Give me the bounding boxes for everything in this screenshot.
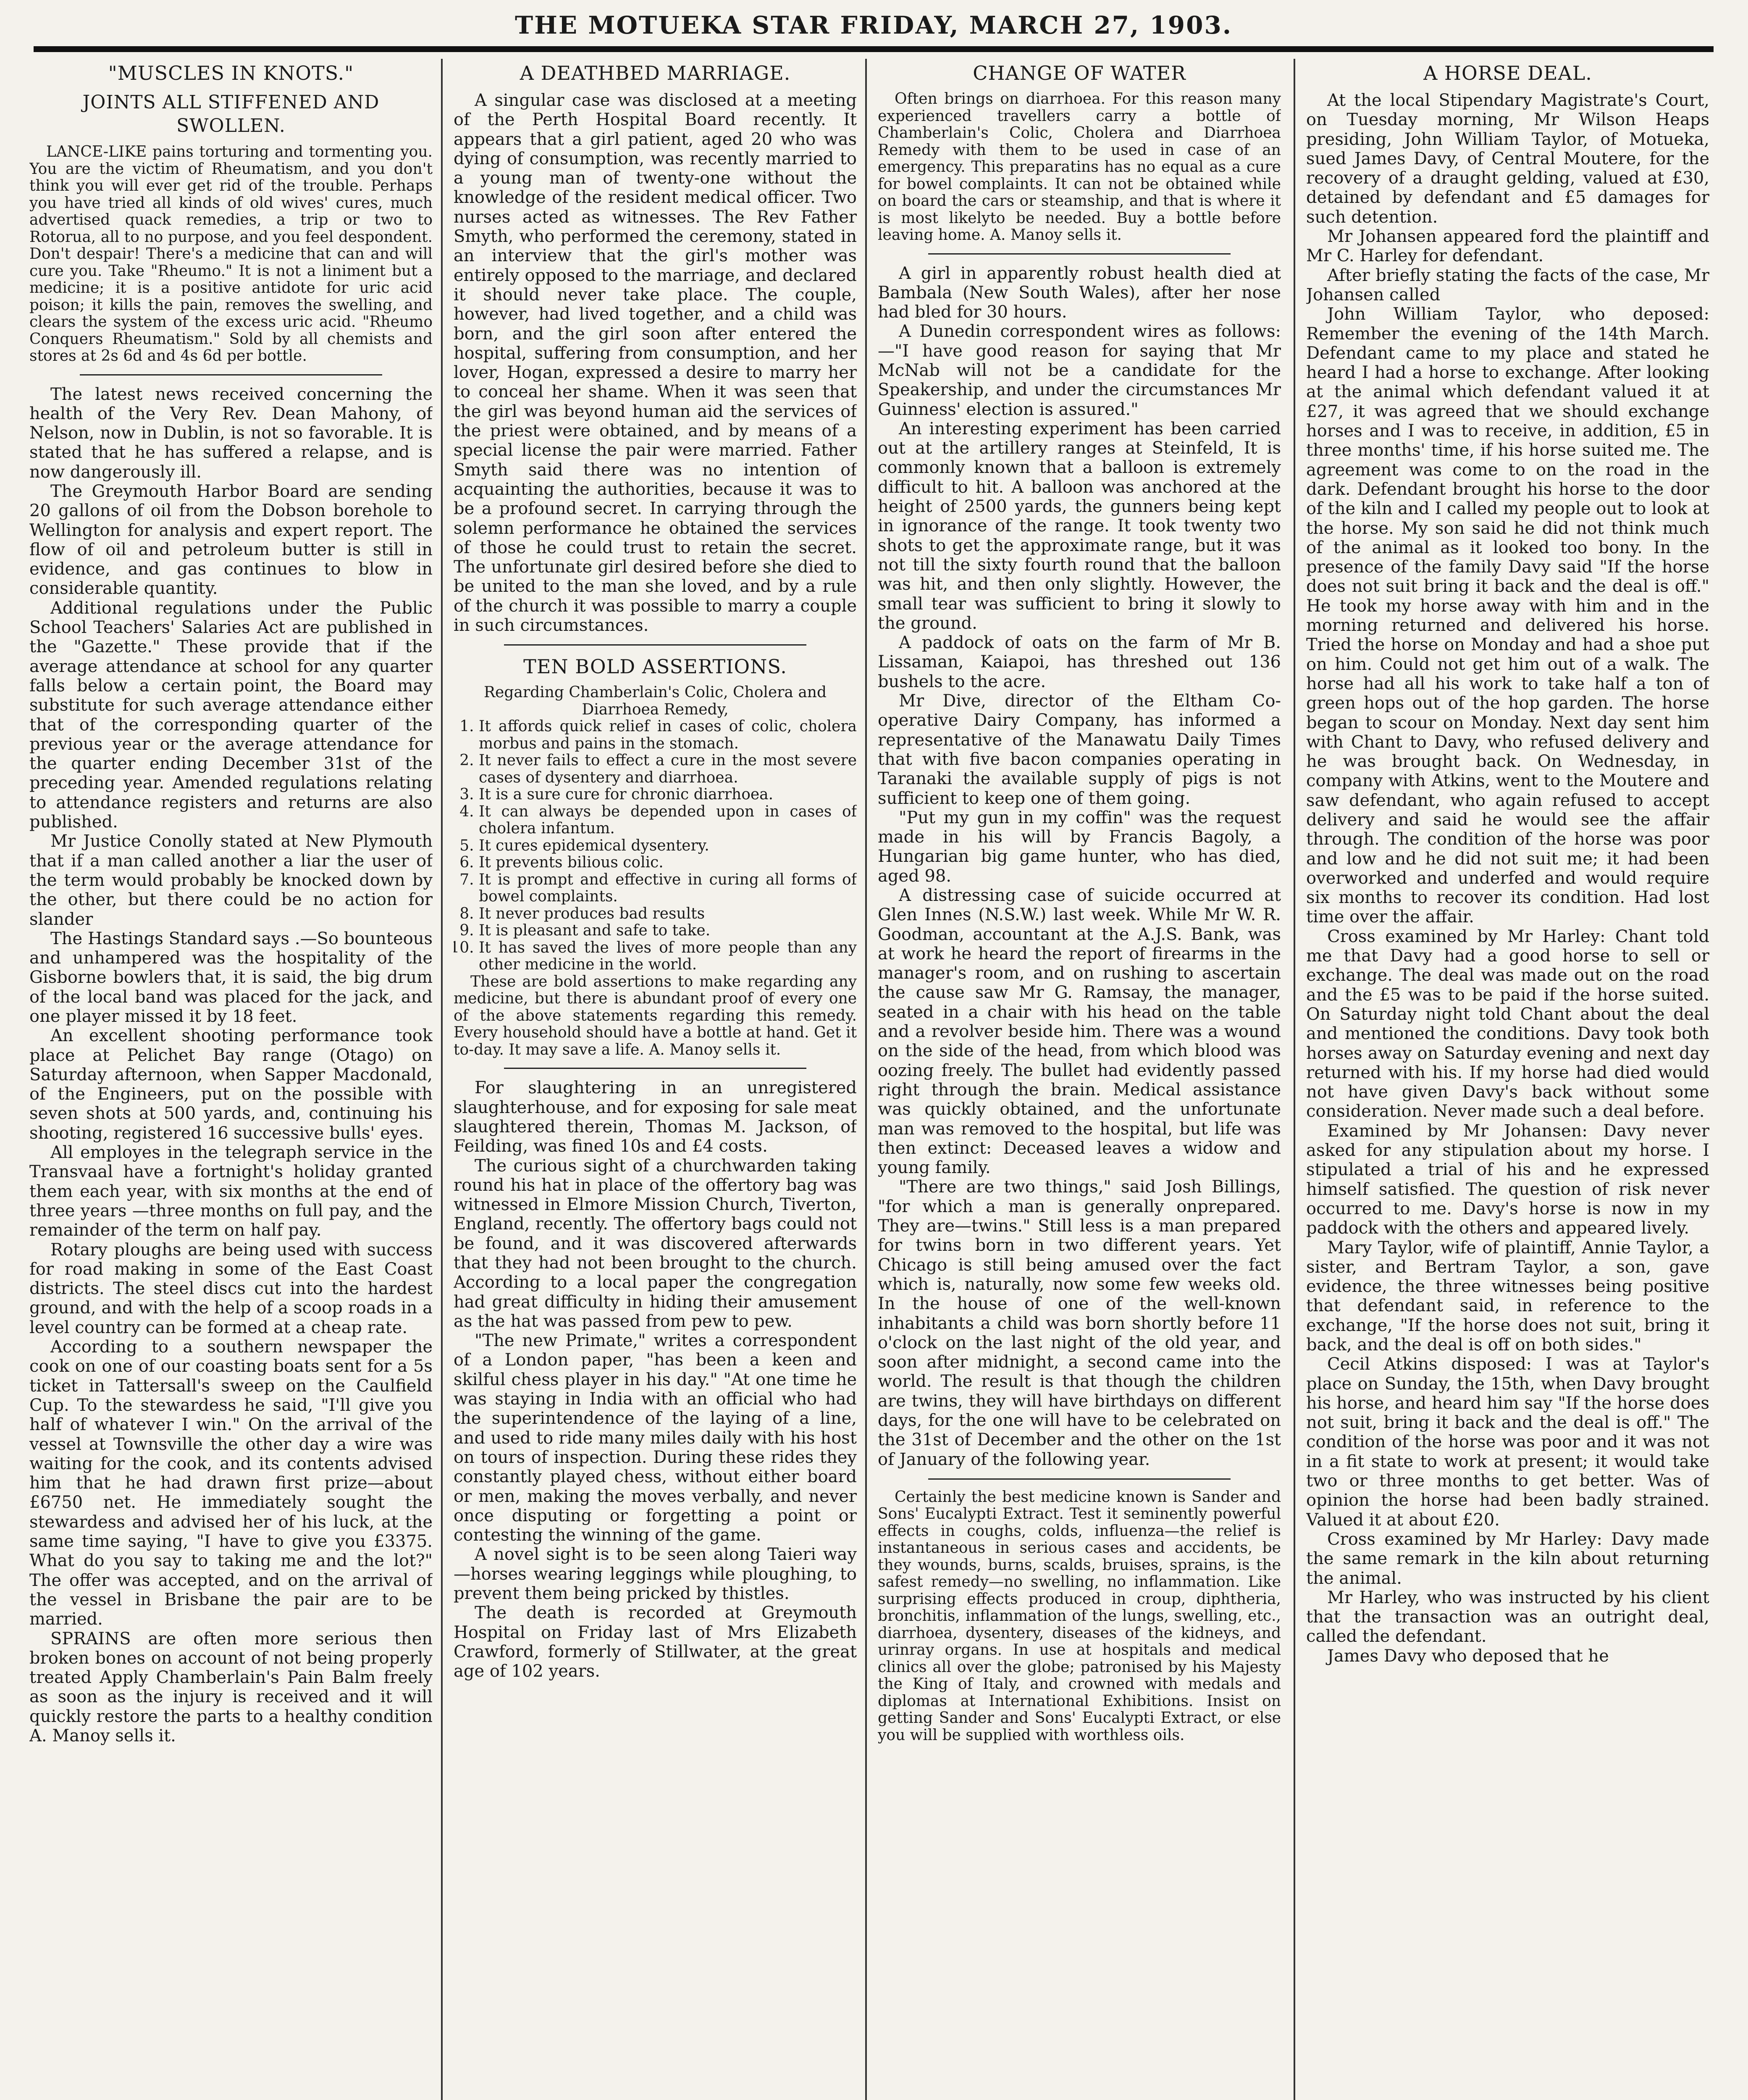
paragraph: The Hastings Standard says .—So bounteous and unhampered was the hospitality of the Gisborne bowlers that, it is said, the big drum of the local band was placed for the jack, and one player missed it by 18 feet. <box>29 929 433 1026</box>
divider <box>80 374 382 375</box>
paragraph: A paddock of oats on the farm of Mr B. Lissaman, Kaiapoi, has threshed out 136 bushels to the acre. <box>878 633 1281 691</box>
column-divider <box>441 59 443 2100</box>
paragraph: Mr Johansen appeared ford the plaintiff and Mr C. Harley for defendant. <box>1306 227 1709 266</box>
paragraph: "The new Primate," writes a correspondent of a London paper, "has been a keen and skilful chess player in his day." "At one time he was staying in India with an official who had the superintendence of the laying of a line, and used to ride many miles daily with his host on tours of inspection. During these rides they constantly played chess, without either board or men, making the moves verbally, and never once disputing or forgetting a point or contesting the winning of the game. <box>454 1331 857 1545</box>
paragraph: A girl in apparently robust health died at Bambala (New South Wales), after her nose had bled for 30 hours. <box>878 263 1281 322</box>
paragraph: John William Taylor, who deposed: Remember the evening of the 14th March. Defendant came to my place and stated he heard I had a horse to exchange. After looking at the animal which defendant valued it at £27, it was agreed that we should exchange horses and I was to receive, in addition, £5 in three months' time, if his horse suited me. The agreement was come to on the road in the dark. Defendant brought his horse to the door of the kiln and I called my people out to look at the horse. My son said he did not think much of the animal as it looked too bony. In the presence of the family Davy said "If the horse does not suit bring it back and the deal is off." He took my horse away with him and in the morning returned and delivered his horse. Tried the horse on Monday and had a shoe put on him. Could not get him out of a walk. The horse had all his work to take half a ton of green hops out of the hop garden. The horse began to scour on Monday. Next day sent him with Chant to Davy, who refused delivery and he was brought back. On Wednesday, in company with Atkins, went to the Moutere and saw defendant, who again refused to accept delivery and said he would see the affair through. The condition of the horse was poor and low and he did not suit me; it had been overworked and underfed and would require six months to recover its condition. Had lost time over the affair. <box>1306 304 1709 927</box>
divider <box>504 1068 806 1069</box>
list-item: 9. It is pleasant and safe to take. <box>479 922 857 940</box>
subheadline: JOINTS ALL STIFFENED AND SWOLLEN. <box>82 92 380 136</box>
column-4 <box>1306 59 1709 2100</box>
column-1 <box>29 59 433 2100</box>
paragraph: Rotary ploughs are being used with success for road making in some of the East Coast districts. The steel discs cut into the hardest ground, and with the help of a scoop roads in a level country can be formed at a cheap rate. <box>29 1240 433 1337</box>
ad-text: Often brings on diarrhoea. For this reason many experienced travellers carry a bottle of Chamberlain's Colic, Cholera and Diarrhoea Remedy with them to be used in case of an emergency. This preparatins has no equal as a cure for bowel complaints. It can not be obtained while on board the cars or steamship, and that is where it is most likelyto be needed. Buy a bottle before leaving home. A. Manoy sells it. <box>878 90 1281 244</box>
paragraph: A Dunedin correspondent wires as follows:—"I have good reason for saying that Mr McNab will not be a candidate for the Speakership, and under the circumstances Mr Guinness' election is assured." <box>878 322 1281 419</box>
ad-subhead: Regarding Chamberlain's Colic, Cholera and Diarrhoea Remedy, <box>483 684 827 718</box>
headline: "MUSCLES IN KNOTS." <box>108 62 354 84</box>
masthead: THE MOTUEKA STAR FRIDAY, MARCH 27, 1903. <box>34 8 1714 52</box>
list-item: 1. It affords quick relief in cases of colic, cholera morbus and pains in the stomach. <box>479 718 857 752</box>
list-item: 4. It can always be depended upon in cases of cholera infantum. <box>479 803 857 837</box>
paragraph: "Put my gun in my coffin" was the request made in his will by Francis Bagoly, a Hungarian big game hunter, who has died, aged 98. <box>878 808 1281 886</box>
list-item: 3. It is a sure cure for chronic diarrhoea. <box>479 786 857 803</box>
paragraph: The curious sight of a churchwarden taking round his hat in place of the offertory bag was witnessed in Elmore Mission Church, Tiverton, England, recently. The offertory bags could not be found, and it was discovered afterwards that they had not been brought to the church. According to a local paper the congregation had great difficulty in hiding their amusement as the hat was passed from pew to pew. <box>454 1156 857 1331</box>
paragraph: After briefly stating the facts of the case, Mr Johansen called <box>1306 265 1709 304</box>
paragraph: Cross examined by Mr Harley: Chant told me that Davy had a good horse to sell or exchange. The deal was made out on the road and the £5 was to be paid if the horse suited. On Saturday night told Chant about the deal and mentioned the conditions. Davy took both horses away on Saturday evening and next day returned with his. If my horse had died would not have given Davy's back without some consideration. Never made such a deal before. <box>1306 927 1709 1121</box>
paragraph: Mr Harley, who was instructed by his client that the transaction was an outright deal, called the defendant. <box>1306 1588 1709 1646</box>
paragraph: Additional regulations under the Public School Teachers' Salaries Act are published in the "Gazette." These provide that if the average attendance at school for any quarter falls below a certain point, the Board may substitute for such average attendance either that of the corresponding quarter of the previous year or the average attendance for the quarter ending December 31st of the preceding year. Amended regulations relating to attendance registers and returns are also published. <box>29 598 433 832</box>
list-item: 6. It prevents bilious colic. <box>479 854 857 872</box>
ad-text: These are bold assertions to make regarding any medicine, but there is abundant proof of every one of the above statements regarding this remedy. Every household should have a bottle at hand. Get it to-day. It may save a life. A. Manoy sells it. <box>454 973 857 1058</box>
column-3 <box>878 59 1281 2100</box>
paragraph: At the local Stipendary Magistrate's Court, on Tuesday morning, Mr Wilson Heaps presiding, John William Taylor, of Motueka, sued James Davy, of Central Moutere, for the recovery of a draught gelding, valued at £30, detained by defendant and £5 damages for such detention. <box>1306 91 1709 227</box>
advertisement <box>454 684 857 1058</box>
paragraph: A distressing case of suicide occurred at Glen Innes (N.S.W.) last week. While Mr W. R. Goodman, accountant at the A.J.S. Bank, was at work he heard the report of firearms in the manager's room, and on rushing to ascertain the cause saw Mr G. Ramsay, the manager, seated in a chair with his head on the table and a revolver beside him. There was a wound on the side of the head, from which blood was oozing freely. The bullet had evidently passed right through the brain. Medical assistance was quickly obtained, and the unfortunate man was removed to the hospital, but life was then extinct: Deceased leaves a widow and young family. <box>878 886 1281 1178</box>
paragraph: All employes in the telegraph service in the Transvaal have a fortnight's holiday granted them each year, with six months at the end of three years —three months on full pay, and the remainder of the term on half pay. <box>29 1143 433 1240</box>
paragraph: Mr Dive, director of the Eltham Co-operative Dairy Company, has informed a representative of the Manawatu Daily Times that with five bacon companies operating in Taranaki the available supply of pigs is not sufficient to keep one of them going. <box>878 691 1281 808</box>
assertion-list <box>454 718 857 974</box>
paragraph: The death is recorded at Greymouth Hospital on Friday last of Mrs Elizabeth Crawford, formerly of Stillwater, at the great age of 102 years. <box>454 1603 857 1681</box>
paragraph: An excellent shooting performance took place at Pelichet Bay range (Otago) on Saturday afternoon, when Sapper Macdonald, of the Engineers, put on the possible with seven shots at 500 yards, and, continuing his shooting, registered 16 successive bulls' eyes. <box>29 1026 433 1143</box>
list-item: 10. It has saved the lives of more people than any other medicine in the world. <box>479 940 857 974</box>
ad-text: LANCE-LIKE pains torturing and tormenting you. You are the victim of Rheumatism, and you don't think you will ever get rid of the trouble. Perhaps you have tried all kinds of old wives' cures, much advertised quack remedies, a trip or two to Rotorua, all to no purpose, and you feel despondent. Don't despair! There's a medicine that can and will cure you. Take "Rheumo." It is not a liniment but a medicine; it is a positive antidote for uric acid poison; it kills the pain, removes the swelling, and clears the system of the excess uric acid. "Rheumo Conquers Rheumatism." Sold by all chemists and stores at 2s 6d and 4s 6d per bottle. <box>29 143 433 365</box>
divider <box>928 253 1231 255</box>
paragraph: For slaughtering in an unregistered slaughterhouse, and for exposing for sale meat slaughtered therein, Thomas M. Jackson, of Feilding, was fined 10s and £4 costs. <box>454 1078 857 1156</box>
list-item: 8. It never produces bad results <box>479 906 857 923</box>
paragraph: A singular case was disclosed at a meeting of the Perth Hospital Board recently. It appears that a girl patient, aged 20 who was dying of consumption, was recently married to a young man of twenty-one without the knowledge of the resident medical officer. Two nurses acted as witnesses. The Rev Father Smyth, who performed the ceremony, stated in an interview that the girl's mother was entirely opposed to the marriage, and declared it should never take place. The couple, however, had lived together, and a child was born, and the girl soon after entered the hospital, suffering from consumption, and her lover, Hogan, expressed a desire to marry her to conceal her shame. When it was seen that the girl was beyond human aid the services of the priest were obtained, and by means of a special license the pair were married. Father Smyth said there was no intention of acquainting the authorities, because it was to be a profound secret. In carrying through the solemn performance he obtained the services of those he could trust to retain the secret. The unfortunate girl desired before she died to be united to the man she loved, and by a rule of the church it was possible to marry a couple in such circumstances. <box>454 91 857 635</box>
paragraph: Cecil Atkins disposed: I was at Taylor's place on Sunday, the 15th, when Davy brought his horse, and heard him say "If the horse does not suit, bring it back and the deal is off." The condition of the horse was poor and it was not in a fit state to work at present; it would take two or three months to get better. Was of opinion the horse had been badly strained. Valued it at about £20. <box>1306 1354 1709 1530</box>
paragraph: Mary Taylor, wife of plaintiff, Annie Taylor, a sister, and Bertram Taylor, a son, gave evidence, the three witnesses being positive that defendant said, in reference to the exchange, "If the horse does not suit, bring it back, and the deal is off on both sides." <box>1306 1238 1709 1354</box>
divider <box>928 1478 1231 1480</box>
headline: A DEATHBED MARRIAGE. <box>520 62 791 84</box>
paragraph: James Davy who deposed that he <box>1327 1646 1609 1666</box>
paragraph: "There are two things," said Josh Billings, "for which a man is generally onprepared. They are—twins." Still less is a man prepared for twins born in two different years. Yet Chicago is still being amused over the fact which is, naturally, now some few weeks old. In the house of one of the well-known inhabitants a child was born shortly before 11 o'clock on the last night of the old year, and soon after midnight, a second came into the world. The result is that though the children are twins, they will have birthdays on different days, for the one will have to be celebrated on the 31st of December and the other on the 1st of January of the following year. <box>878 1177 1281 1469</box>
paragraph: A novel sight is to be seen along Taieri way—horses wearing leggings while ploughing, to prevent them being pricked by thistles. <box>454 1545 857 1604</box>
paragraph: Examined by Mr Johansen: Davy never asked for any stipulation about my horse. I stipulated a trial of his and he expressed himself satisfied. The question of risk never occurred to me. Davy's horse is now in my paddock with the others and appeared lively. <box>1306 1121 1709 1238</box>
list-item: 5. It cures epidemical dysentery. <box>479 837 857 855</box>
list-item: 2. It never fails to effect a cure in the most severe cases of dysentery and diarrhoea. <box>479 752 857 786</box>
ad-text: Certainly the best medicine known is Sander and Sons' Eucalypti Extract. Test it seminently powerful effects in coughs, colds, influenza—the relief is instantaneous in serious cases and accidents, be they wounds, burns, scalds, bruises, sprains, is the safest remedy—no swelling, no inflammation. Like surprising effects produced in croup, diphtheria, bronchitis, inflammation of the lungs, swelling, etc., diarrhoea, dysentery, diseases of the kidneys, and urinray organs. In use at hospitals and medical clinics all over the globe; patronised by his Majesty the King of Italy, and crowned with medals and diplomas at International Exhibitions. Insist on getting Sander and Sons' Eucalypti Extract, or else you will be supplied with worthless oils. <box>878 1488 1281 1744</box>
headline: CHANGE OF WATER <box>973 62 1186 84</box>
column-divider <box>865 59 867 2100</box>
headline: TEN BOLD ASSERTIONS. <box>523 655 787 678</box>
column-2 <box>454 59 857 2100</box>
advertisement <box>878 91 1281 244</box>
advertisement <box>878 1489 1281 1744</box>
divider <box>504 644 806 646</box>
paragraph: According to a southern newspaper the cook on one of our coasting boats sent for a 5s ticket in Tattersall's sweep on the Caulfield Cup. To the stewardess he said, "I'll give you half of whatever I win." On the arrival of the vessel at Townsville the other day a wire was waiting for the cook, and its contents advised him that he had drawn first prize—about £6750 net. He immediately sought the stewardess and advised her of his luck, at the same time saying, "I have to give you £3375. What do you say to taking me and the lot?" The offer was accepted, and on the arrival of the vessel in Brisbane the pair are to be married. <box>29 1337 433 1629</box>
advertisement <box>29 144 433 365</box>
paragraph: SPRAINS are often more serious then broken bones on account of not being properly treated Apply Chamberlain's Pain Balm freely as soon as the injury is received and it will quickly restore the parts to a healthy condition A. Manoy sells it. <box>29 1629 433 1746</box>
paragraph: The latest news received concerning the health of the Very Rev. Dean Mahony, of Nelson, now in Dublin, is not so favorable. It is stated that he has suffered a relapse, and is now dangerously ill. <box>29 384 433 482</box>
list-item: 7. It is prompt and effective in curing all forms of bowel complaints. <box>479 872 857 906</box>
paragraph: An interesting experiment has been carried out at the artillery ranges at Steinfeld, It is commonly known that a balloon is extremely difficult to hit. A balloon was anchored at the height of 2500 yards, the gunners being kept in ignorance of the range. It took twenty two shots to get the approximate range, but it was not till the sixty fourth round that the balloon was hit, and then only slightly. However, the small tear was sufficient to bring it slowly to the ground. <box>878 419 1281 633</box>
paragraph: Cross examined by Mr Harley: Davy made the same remark in the kiln about returning the animal. <box>1306 1529 1709 1588</box>
paragraph: Mr Justice Conolly stated at New Plymouth that if a man called another a liar the user of the term would probably be knocked down by the other, but there could be no action for slander <box>29 832 433 929</box>
headline: A HORSE DEAL. <box>1423 62 1592 84</box>
column-divider <box>1294 59 1295 2100</box>
paragraph: The Greymouth Harbor Board are sending 20 gallons of oil from the Dobson borehole to Wellington for analysis and expert report. The flow of oil and petroleum butter is still in evidence, and gas continues to blow in considerable quantity. <box>29 481 433 598</box>
